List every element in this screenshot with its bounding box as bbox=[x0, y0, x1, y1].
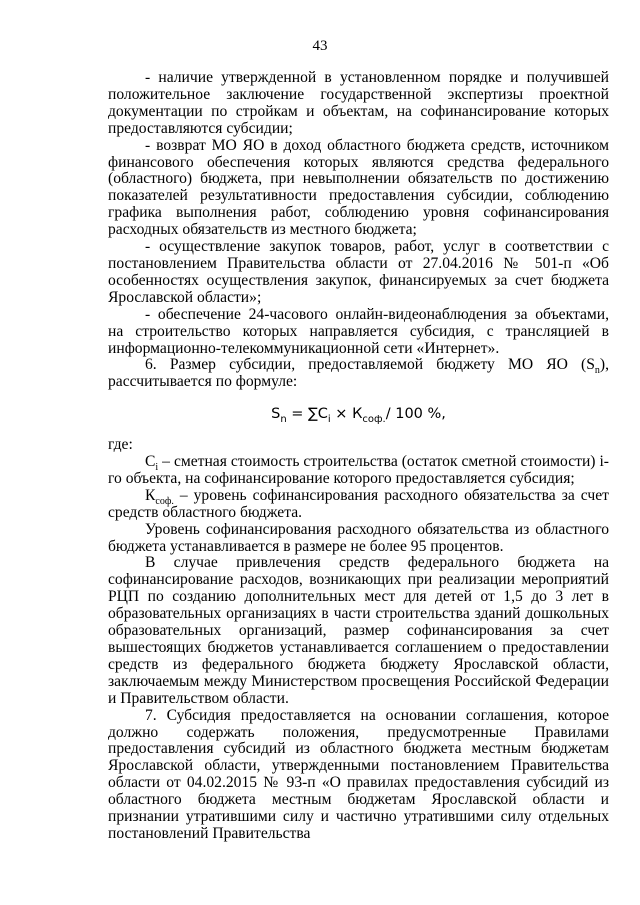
formula-k-sub: соф. bbox=[362, 414, 386, 426]
item-6-subscript: n bbox=[594, 365, 600, 377]
definition-k-sub: соф. bbox=[155, 495, 174, 507]
definition-ci-sub: i bbox=[155, 462, 159, 474]
page-number: 43 bbox=[312, 38, 328, 54]
document-body bbox=[108, 70, 609, 843]
formula-lhs: S bbox=[271, 406, 281, 423]
formula-tail: / 100 %, bbox=[385, 406, 446, 423]
paragraph-video-surveillance: - обеспечение 24-часового онлайн-видеонаблюдения за объектами, на строительство которых направляется субсидия, с трансляцией в информационно-телекоммуникационной сети «Интернет». bbox=[108, 305, 609, 357]
paragraph-item-6 bbox=[108, 357, 609, 391]
subsidy-formula bbox=[108, 406, 609, 426]
formula-times: × К bbox=[330, 406, 363, 423]
where-label: где: bbox=[108, 436, 133, 454]
paragraph-federal-funds: В случае привлечения средств федерального бюджета на софинансирование расходов, возникающих при реализации мероприятий РЦП по созданию дополнительных мест для детей от 1,5 до 3 лет в образовательных организациях в части строительства зданий дошкольных образовательных организаций, размер софинансирования за счет вышестоящих бюджетов устанавливается соглашением о предоставлении средств из федерального бюджета бюджету Ярославской области, заключаемым между Министерством просвещения Российской Федерации и Правительством области. bbox=[108, 554, 609, 707]
definition-k-symbol: К bbox=[145, 486, 156, 504]
paragraph-budget-return: - возврат МО ЯО в доход областного бюджета средств, источником финансового обеспечения которых являются средства федерального (областного) бюджета, при невыполнении обязательств по достижению показателей результативности предоставления субсидии, соблюдению графика выполнения работ, соблюдению уровня софинансирования расходных обязательств из местного бюджета; bbox=[108, 136, 609, 239]
formula-sum: = ∑C bbox=[286, 406, 328, 423]
item-6-tail: ), рассчитывается по формуле: bbox=[108, 356, 609, 391]
paragraph-project-documentation: - наличие утвержденной в установленном порядке и получившей положительное заключение государственной экспертизы проектной документации по стройкам и объектам, на софинансирование которых предоставляются субсидии; bbox=[108, 69, 609, 137]
paragraph-cofinancing-level: Уровень софинансирования расходного обязательства из областного бюджета устанавливается в размере не более 95 процентов. bbox=[108, 520, 609, 555]
definition-ci bbox=[108, 454, 609, 488]
definition-k bbox=[108, 488, 609, 522]
formula-sum-sub: i bbox=[327, 414, 331, 426]
item-6-lead: 6. Размер субсидии, предоставляемой бюджету МО ЯО (S bbox=[145, 356, 595, 374]
paragraph-item-7: 7. Субсидия предоставляется на основании соглашения, которое должно содержать положения, предусмотренные Правилами предоставления субсидий из областного бюджета местным бюджетам Ярославской области, утвержденными постановлением Правительства области от 04.02.2015 № 93-п «О правилах предоставления субсидий из областного бюджета местным бюджетам Ярославской области и признании утратившими силу и частично утратившими силу отдельных постановлений Правительства bbox=[108, 706, 609, 842]
formula-lhs-sub: n bbox=[280, 414, 287, 426]
definition-k-text: – уровень софинансирования расходного обязательства за счет средств областного бюджета. bbox=[108, 486, 609, 521]
definition-ci-symbol: C bbox=[145, 453, 156, 471]
paragraph-procurement: - осуществление закупок товаров, работ, услуг в соответствии с постановлением Правительства области от 27.04.2016 № 501-п «Об особенностях осуществления закупок, финансируемых за счет бюджета Ярославской области»; bbox=[108, 238, 609, 306]
definition-ci-text: – сметная стоимость строительства (остаток сметной стоимости) i-го объекта, на софинансирование которого предоставляется субсидия; bbox=[108, 453, 609, 487]
